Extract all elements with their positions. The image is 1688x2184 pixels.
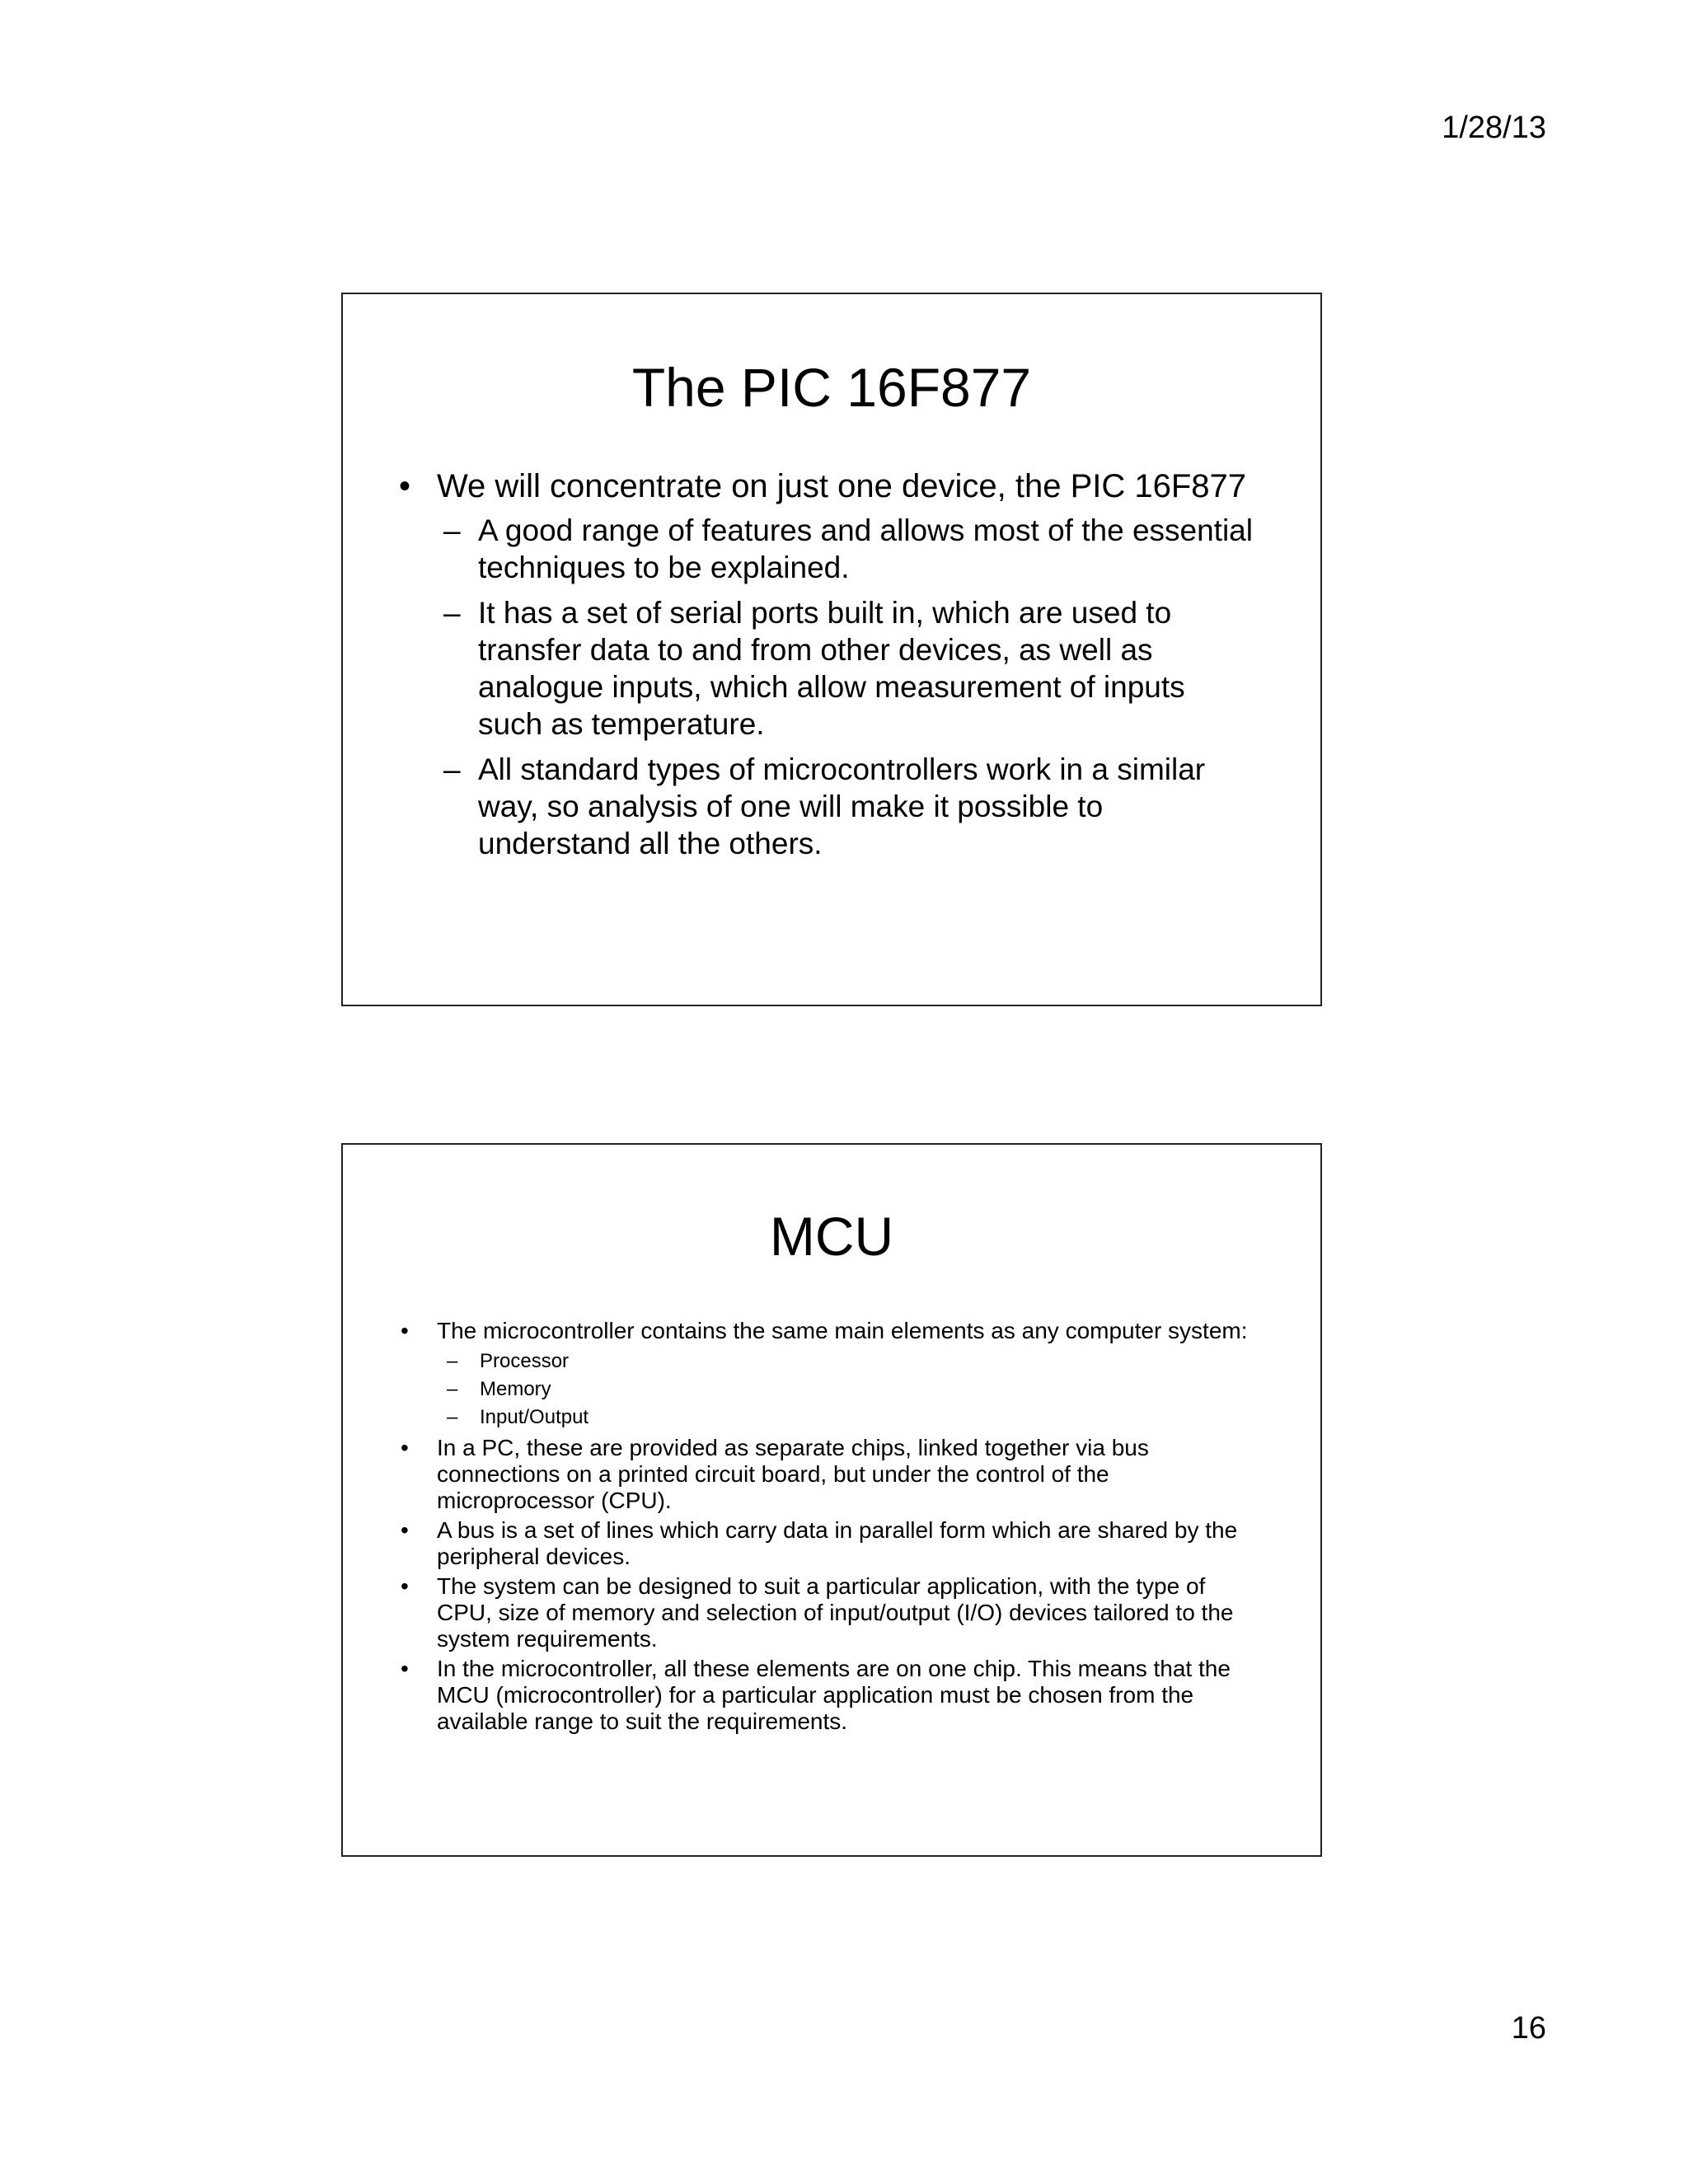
slide-title: MCU [769, 1206, 894, 1267]
sub-bullet-item: – Input/Output [480, 1404, 1263, 1432]
sub-bullet-item: – Processor [480, 1347, 1263, 1376]
bullet-text: We will concentrate on just one device, the PIC 16F877 [437, 468, 1247, 504]
slide-bullet-list [343, 1318, 1320, 1738]
slide-pic-16f877 [341, 293, 1322, 1006]
slide-mcu [341, 1143, 1322, 1857]
sub-bullet-item: – Memory [480, 1376, 1263, 1404]
slide-bullet-list [343, 467, 1320, 870]
page-number: 16 [1511, 2011, 1546, 2046]
slide-title: The PIC 16F877 [631, 357, 1032, 418]
sub-bullet-list [437, 512, 1263, 862]
sub-bullet-item: – A good range of features and allows most of the essential techniques to be explained. [478, 512, 1263, 586]
page-date: 1/28/13 [1442, 110, 1546, 145]
bullet-item: • In the microcontroller, all these elements are on one chip. This means that the MCU (microcontroller) for a particular application must be chosen from the available range to suit the requirements. [343, 1656, 1320, 1735]
bullet-item: • A bus is a set of lines which carry data in parallel form which are shared by the peripheral devices. [343, 1517, 1320, 1570]
sub-bullet-item: – All standard types of microcontrollers work in a similar way, so analysis of one will make it possible to understand all the others. [478, 751, 1263, 862]
bullet-item: • In a PC, these are provided as separate chips, linked together via bus connections on a printed circuit board, but under the control of the microprocessor (CPU). [343, 1435, 1320, 1514]
sub-bullet-item: – It has a set of serial ports built in, which are used to transfer data to and from other devices, as well as analogue inputs, which allow measurement of inputs such as temperature. [478, 594, 1263, 743]
bullet-item [343, 1318, 1320, 1432]
sub-bullet-list [437, 1347, 1263, 1432]
bullet-item: • The system can be designed to suit a particular application, with the type of CPU, size of memory and selection of input/output (I/O) devices tailored to the system requirements. [343, 1573, 1320, 1652]
bullet-item [343, 467, 1320, 862]
bullet-text: The microcontroller contains the same main elements as any computer system: [437, 1318, 1248, 1343]
